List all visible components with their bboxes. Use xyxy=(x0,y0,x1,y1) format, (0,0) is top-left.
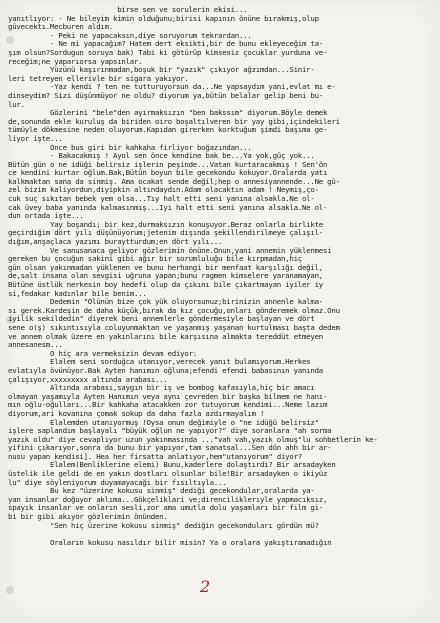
text-line: Yüzünü kaşırınmadan,boşuk bir "yazık" çıkıyor ağzımdan...Sinir- xyxy=(8,66,315,75)
text-line: Bu kez "üzerine kokusu sinmiş" dediği gecekondular,oralarda ya- xyxy=(8,487,315,496)
text-line: dun ortada işte... xyxy=(8,212,84,221)
text-line: Altında arabası,saygın bir iş ve bombog kafasıyla,hiç bir amacı xyxy=(8,384,315,393)
text-line: güvecektı.Mecburen aldım. xyxy=(8,23,113,32)
text-line: Yay boşandı; bir kez,durmaksızın konuşuyor.Beraz onlarla birlikte xyxy=(8,220,323,229)
text-line: sı gerek.Kardeşin de daha küçük,bırak da kız çocuğu,onları gönderemek olmaz.Onu xyxy=(8,306,340,315)
text-line: çalışıyor,xxxxxxxxx altında arabası... xyxy=(8,375,168,384)
text-line: Ve sanusanaca geliyor gözlerimin önüne.Onun,yani annemin yüklenmesi xyxy=(8,246,332,255)
text-line: diyorum,ari kovanına çomak sokup da daha fazla azdırmayalım ! xyxy=(8,409,265,418)
text-line: Elalemden utanıyormuş !Oysa onun değimiyle o "ne idüğü belirsiz" xyxy=(8,418,319,427)
text-line: cak üvey baba yanında kalmasınmış...Iyi halt etti seni yanına alsakla.Ne ol- xyxy=(8,203,328,212)
text-line: de,salt insana olan sevgisi uğruna yapan;bunu ragmen kimselere yaranamayan, xyxy=(8,272,323,281)
text-line: yifini çıkarıyor,sonra da bunu bir yapıyor,tam sanatsal...Sen dön ahh bir ar- xyxy=(8,444,332,453)
text-line: birse sen ve sorulerin ekisi... xyxy=(8,6,248,14)
text-line: lur. xyxy=(8,100,25,109)
text-line: olmayan yaşamıyla Ayten Hanımın veya aynı çevreden bir başka bilmem ne hanı- xyxy=(8,392,328,401)
text-line: mın oğlu-oğulları...Bir kahkaha atacakken zor tutuyorum kendimi...Neme lazım xyxy=(8,401,328,410)
text-line: zel bizim kaliyordun,diyipkin altındaydın.Adam olacaktın adam ! Neymiş,ço- xyxy=(8,186,319,195)
text-line: leri tetreyen ellerivle bir sigara yakıyor. xyxy=(8,74,189,83)
text-line: nusu yapan kendisi]. Hea her firsatta anlatıyor,hem"utanıyorum" diyor? xyxy=(8,452,302,461)
text-line: Önce bus giri bir kahkaha firliyor boğazından... xyxy=(8,143,252,152)
text-line: cuk suç sıkıtan bebek yem olsa...Tıy halt etti seni yanına alsakla.Ne ol- xyxy=(8,195,315,204)
text-line: lu" diye söyleniyorum duyamayacağı bir fısıltıyla... xyxy=(8,478,227,487)
text-line: kalkmaktan sana da sinmiş. Ama ocakat sende değil;hep o annesiyannende...Ne gü- xyxy=(8,177,340,186)
text-line: Elalem seni sorduğca utanıyor,verecek yanıt bulamıyorum.Herkes xyxy=(8,358,311,367)
text-line: yan insanlar doğuyor aklıma...Gökçeliklari ve;direnciliklerıyle yapmacıksız, xyxy=(8,495,328,504)
text-line: iyilik sekildedin" diyerek beni annemlerle göndermesiyle başlayan ve dört xyxy=(8,315,315,324)
text-line: liyor işte... xyxy=(8,134,63,143)
text-line: gereken bu çocuğun sakini gibi ağır bir sorumluluğu bile kırpmadan,hiç xyxy=(8,255,302,264)
text-line: Gözlerini "bele"den ayırmaksızın "ben bakssım" diyorum.Böyle demek xyxy=(8,109,328,118)
text-line: dinseydim? Sizi düşünmüyor ne oldu? diyorum ya,bütün belalar gelip beni bu- xyxy=(8,91,323,100)
text-line: Dedemin "Ölünün bize çok yük oluyorsunuz;birinizin annenle kalma- xyxy=(8,298,323,307)
text-line: geçirdiğim dört yılı düşünüyorum;jetenim dışında şekillendirilmeye çalışıl- xyxy=(8,229,323,238)
text-line: "Sen hiç üzerine kokusu sinmiş" dediğin gecekonduları gördün mü? xyxy=(8,521,319,530)
text-line: Bütün gün o ne idüği belirsiz işlerin peşinde...Vatan kurtaracakmış ! Sen'ön xyxy=(8,160,328,169)
text-line: işlere saplandım başlayalı "büyük oğlun ne yapıyor?" diye soranlara "ah sorma xyxy=(8,427,332,436)
text-line: ce kendini kurtar oğlum.Bak,Bütün boyun bile gecekondu kokuyor.Oralarda yatı xyxy=(8,169,328,178)
text-line: şım olsun?Sordugun soruya bak) Tabi ki götürüp kimsesiz çocuklar yurduna ve- xyxy=(8,48,328,57)
text-line: annesanesm... xyxy=(8,341,63,350)
text-line: si,fedakar kadınlar bile benim... xyxy=(8,289,147,298)
text-line: gün olsan yakınmadan yüklenen ve bunu herhangi bir menfaat karşılığı değil, xyxy=(8,263,323,272)
text-line: üstelik ile geldi de en yakın dostları olsunlar bile!Bir arsadayken o ikiyüz xyxy=(8,470,328,479)
text-line: Oraların kokusu nasıldır bilir misin? Ya o oralara yakıştıramadığın xyxy=(8,538,332,547)
text-line: receğim;ne yaparıorsa yapsınlar. xyxy=(8,57,143,66)
text-line: O hiç ara vermeksizin devam ediyor: xyxy=(8,349,197,358)
text-line: yazık oldu" diye cevaplıyor uzun yakınmasında ..."vah vah,yazık olmuş"lu sohbetlerin ke- xyxy=(8,435,378,444)
text-line: - Bakacakmış ! Ayol sen önce kendine bak be...Ya yok,güç yok... xyxy=(8,152,315,161)
text-line: de,sonunda ekle kuruluş da biriden oiro boşaltılveren bir yay gibi,içindekileri xyxy=(8,117,340,126)
page-number: 2 xyxy=(200,577,211,596)
text-line: spayık insanlar ve onların sesli,zor ama umutla dolu yaşamları bir film gi- xyxy=(8,504,323,513)
text-line: tümüyle dökmesine neden oluyorum.Kapıdan girerken korktuğum şimdi başıma ge- xyxy=(8,126,328,135)
text-line: yanıtlıyor: - Ne bileyim kimin olduğunu;birisi kapının önüne bırakmış,olup xyxy=(8,14,319,23)
typewritten-text xyxy=(8,6,434,547)
text-line: sene o(ş) sıkıntısıyla coluyunmaktan ve yaşanmış yaşanan kurtulması başta dedem xyxy=(8,323,340,332)
text-line: dığım,anşaçlaca yazımı buraytturdum;en dört yılı... xyxy=(8,238,223,247)
text-line: ve annem olmak üzere en yakınlarını bile karşısına almakta tereddüt etmeyen xyxy=(8,332,323,341)
text-line: - Ne mi yapacağım? Hatem dert eksikti,bir de bunu ekleyeceğim ta- xyxy=(8,40,323,49)
text-line: evlatıyla övünüyor.Bak Ayten hanımın oğluna;efendi efendi babasının yanında xyxy=(8,366,323,375)
text-line: -Yaz kendi ? ten ne tutturuyorsun da...Ne yapsaydım yani,evlat mı e- xyxy=(8,83,336,92)
text-line: Elalem(Benliklerine elemi) Bunu,kaderlere dolaştırdı? Bir arsadayken xyxy=(8,461,336,470)
text-line: Bütüne üstlük nerkesin boy hedefi olup da çıkını bile çıkartmayan iyiler iy xyxy=(8,281,323,289)
text-line: - Peki ne yapacaksın,diye soruyorum tekrardan... xyxy=(8,31,252,40)
text-line xyxy=(8,530,434,539)
punch-hole xyxy=(6,586,14,594)
text-line: bi bir gibi akıyor gözlerimin önünden. xyxy=(8,513,168,522)
